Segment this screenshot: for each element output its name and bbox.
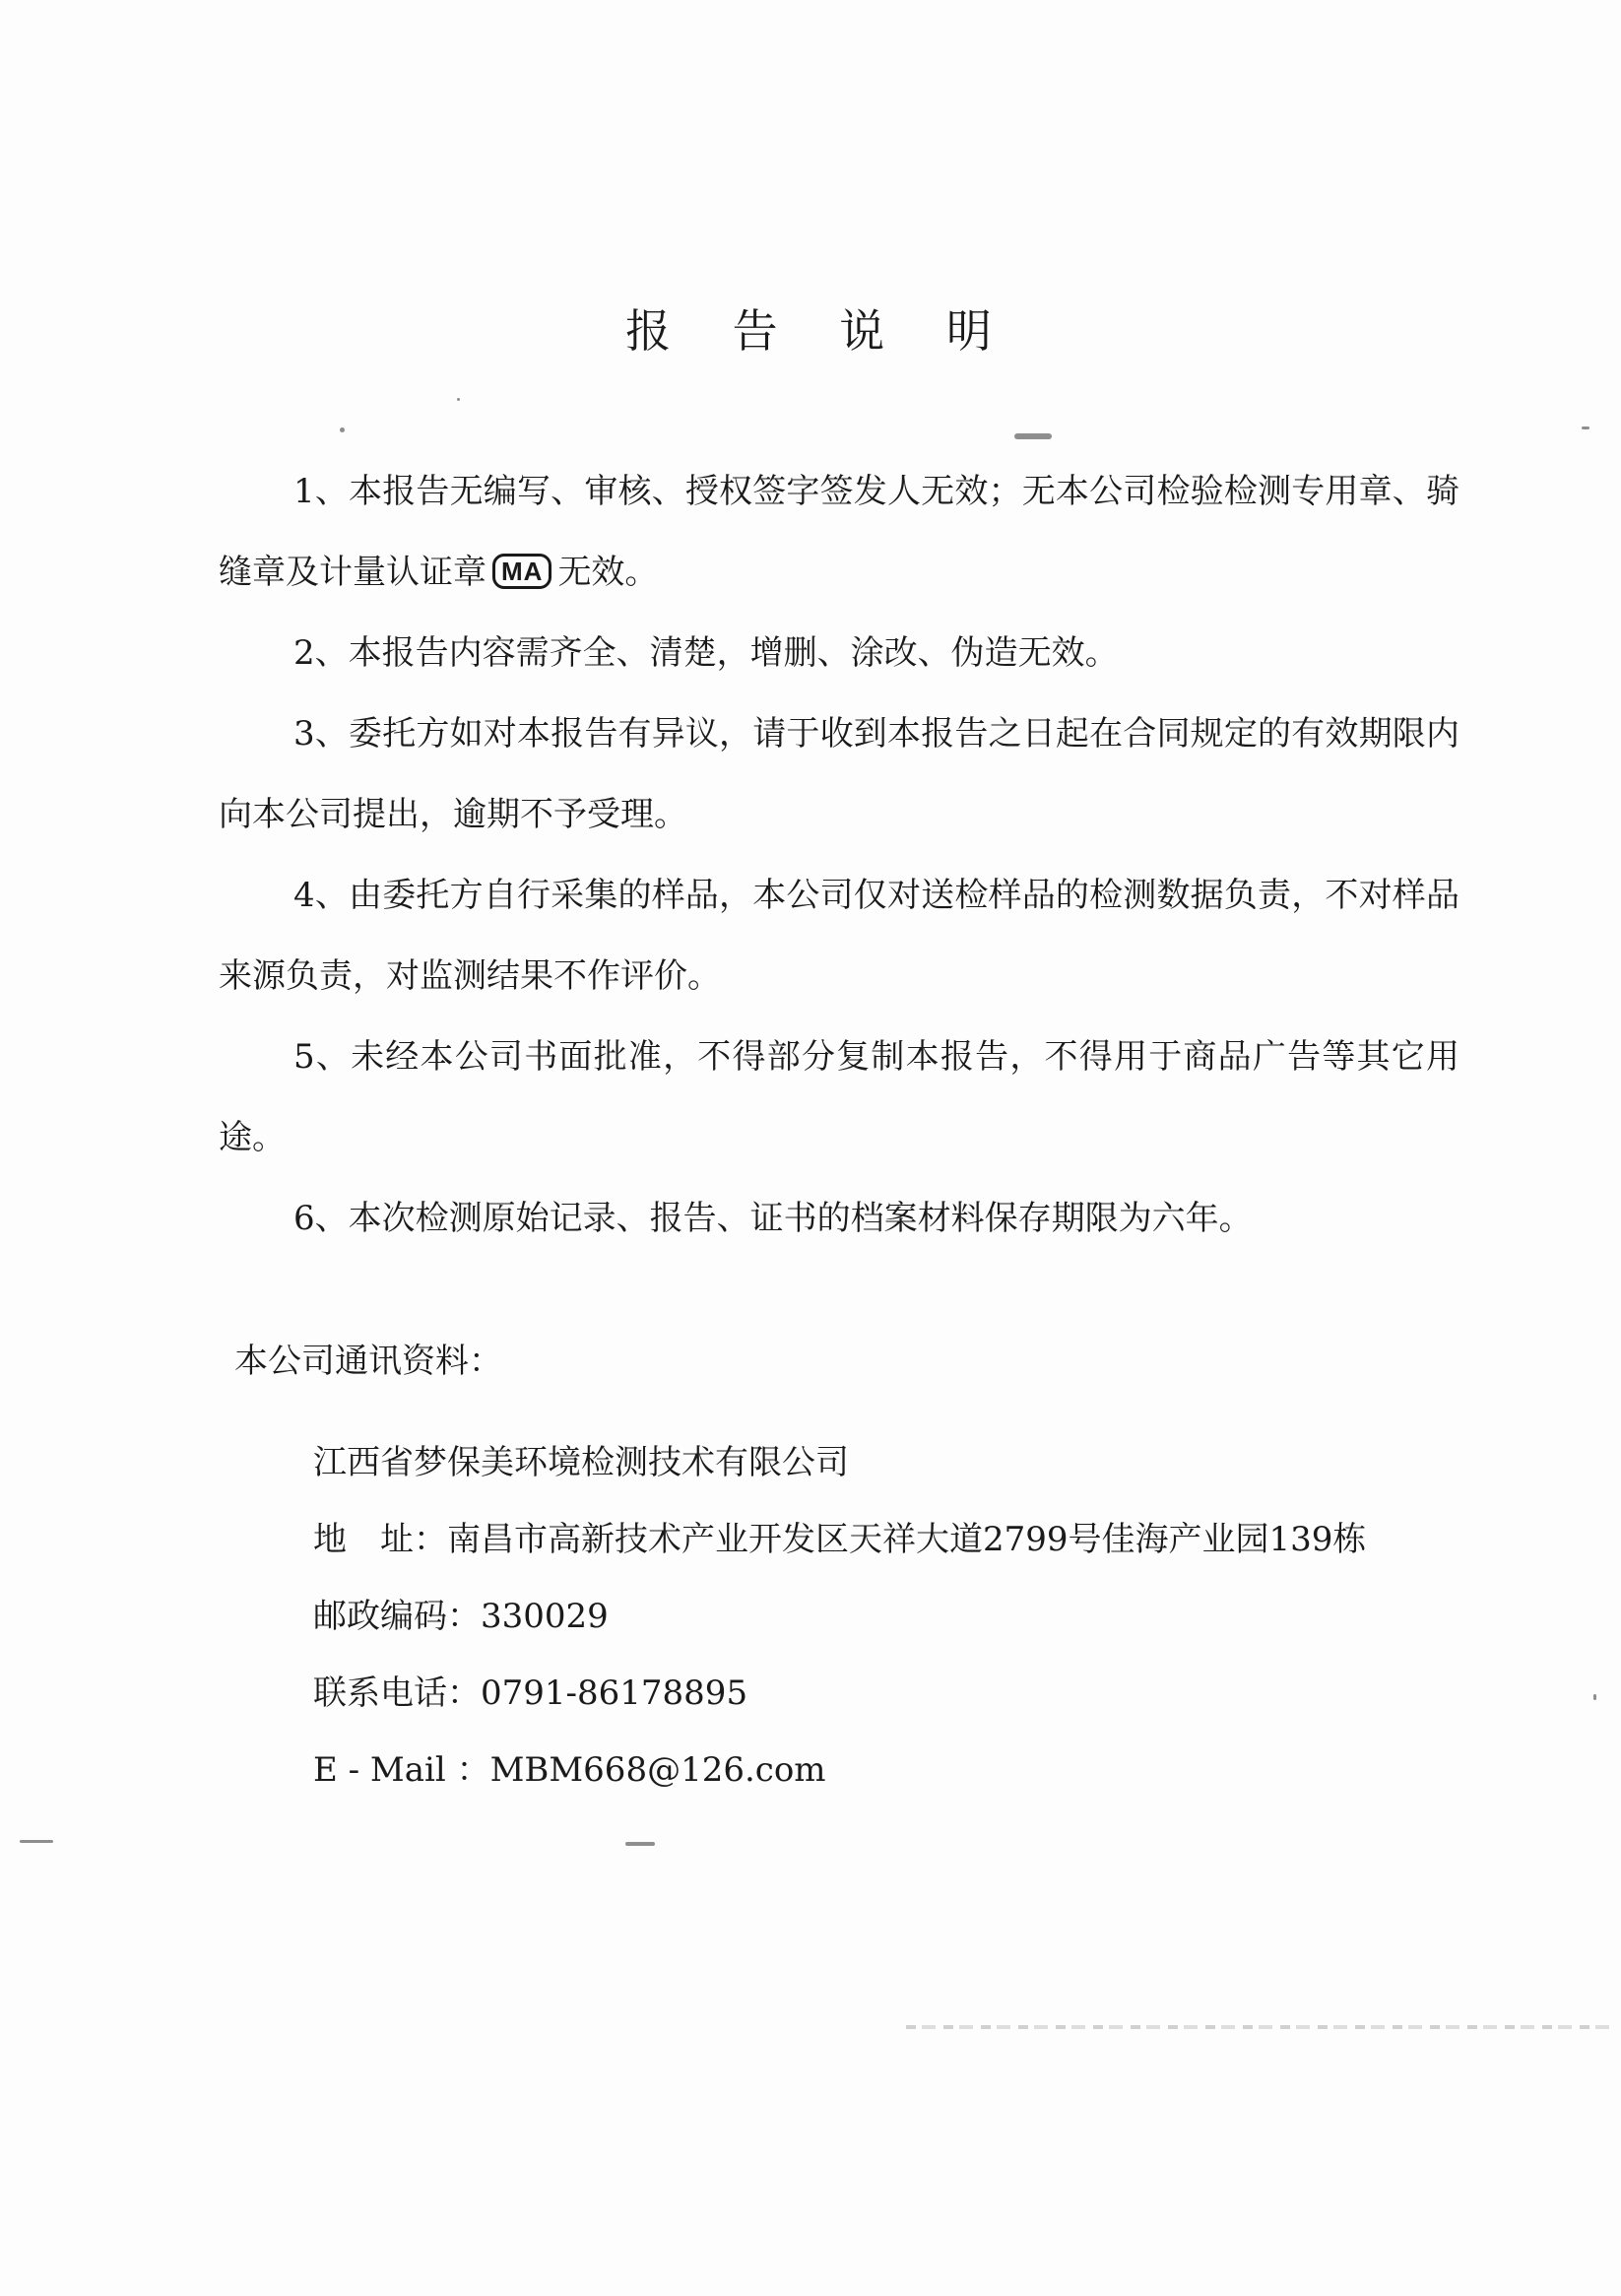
clause-4: 4、由委托方自行采集的样品，本公司仅对送检样品的检测数据负责，不对样品来源负责，对监测结果不作评价。 xyxy=(219,876,1459,996)
address-label: 地 址： xyxy=(313,1520,447,1559)
address-line xyxy=(313,1501,1495,1578)
clause-3: 3、委托方如对本报告有异议，请于收到本报告之日起在合同规定的有效期限内向本公司提出，逾期不予受理。 xyxy=(219,714,1459,834)
scan-speck xyxy=(1593,1694,1596,1700)
clause-5: 5、未经本公司书面批准，不得部分复制本报告，不得用于商品广告等其它用途。 xyxy=(219,1037,1459,1157)
address-value: 南昌市高新技术产业开发区天祥大道2799号佳海产业园139栋 xyxy=(447,1520,1367,1559)
contact-block xyxy=(313,1424,1495,1808)
company-name: 江西省梦保美环境检测技术有限公司 xyxy=(313,1443,849,1482)
page-title: 报 告 说 明 xyxy=(625,304,1015,358)
scan-speck xyxy=(1014,433,1052,439)
scan-speck xyxy=(340,427,345,432)
clause-2: 2、本报告内容需齐全、清楚，增删、涂改、伪造无效。 xyxy=(293,633,1119,673)
clause-6: 6、本次检测原始记录、报告、证书的档案材料保存期限为六年。 xyxy=(293,1199,1253,1238)
scan-speck xyxy=(625,1842,655,1846)
report-clauses xyxy=(219,451,1459,1259)
scan-speck xyxy=(1582,426,1589,429)
phone-label: 联系电话： xyxy=(313,1673,481,1713)
postcode-line xyxy=(313,1578,1495,1655)
contact-heading: 本公司通讯资料： xyxy=(234,1342,502,1381)
email-label: E - Mail ： xyxy=(313,1750,490,1790)
phone-value: 0791-86178895 xyxy=(481,1673,748,1713)
clause-1-suffix: 无效。 xyxy=(557,553,659,592)
scan-streak xyxy=(906,2025,1615,2029)
email-value: MBM668@126.com xyxy=(489,1750,826,1790)
scan-speck xyxy=(20,1840,53,1843)
email-line xyxy=(313,1732,1495,1808)
ma-certification-mark: MA xyxy=(492,554,551,589)
phone-line xyxy=(313,1655,1495,1732)
clause-1 xyxy=(219,451,1459,613)
clause-1-text: 1、本报告无编写、审核、授权签字签发人无效；无本公司检验检测专用章、骑缝章及计量认证章 xyxy=(219,472,1459,592)
postcode-label: 邮政编码： xyxy=(313,1597,481,1636)
scan-speck xyxy=(457,398,460,401)
postcode-value: 330029 xyxy=(481,1597,609,1636)
